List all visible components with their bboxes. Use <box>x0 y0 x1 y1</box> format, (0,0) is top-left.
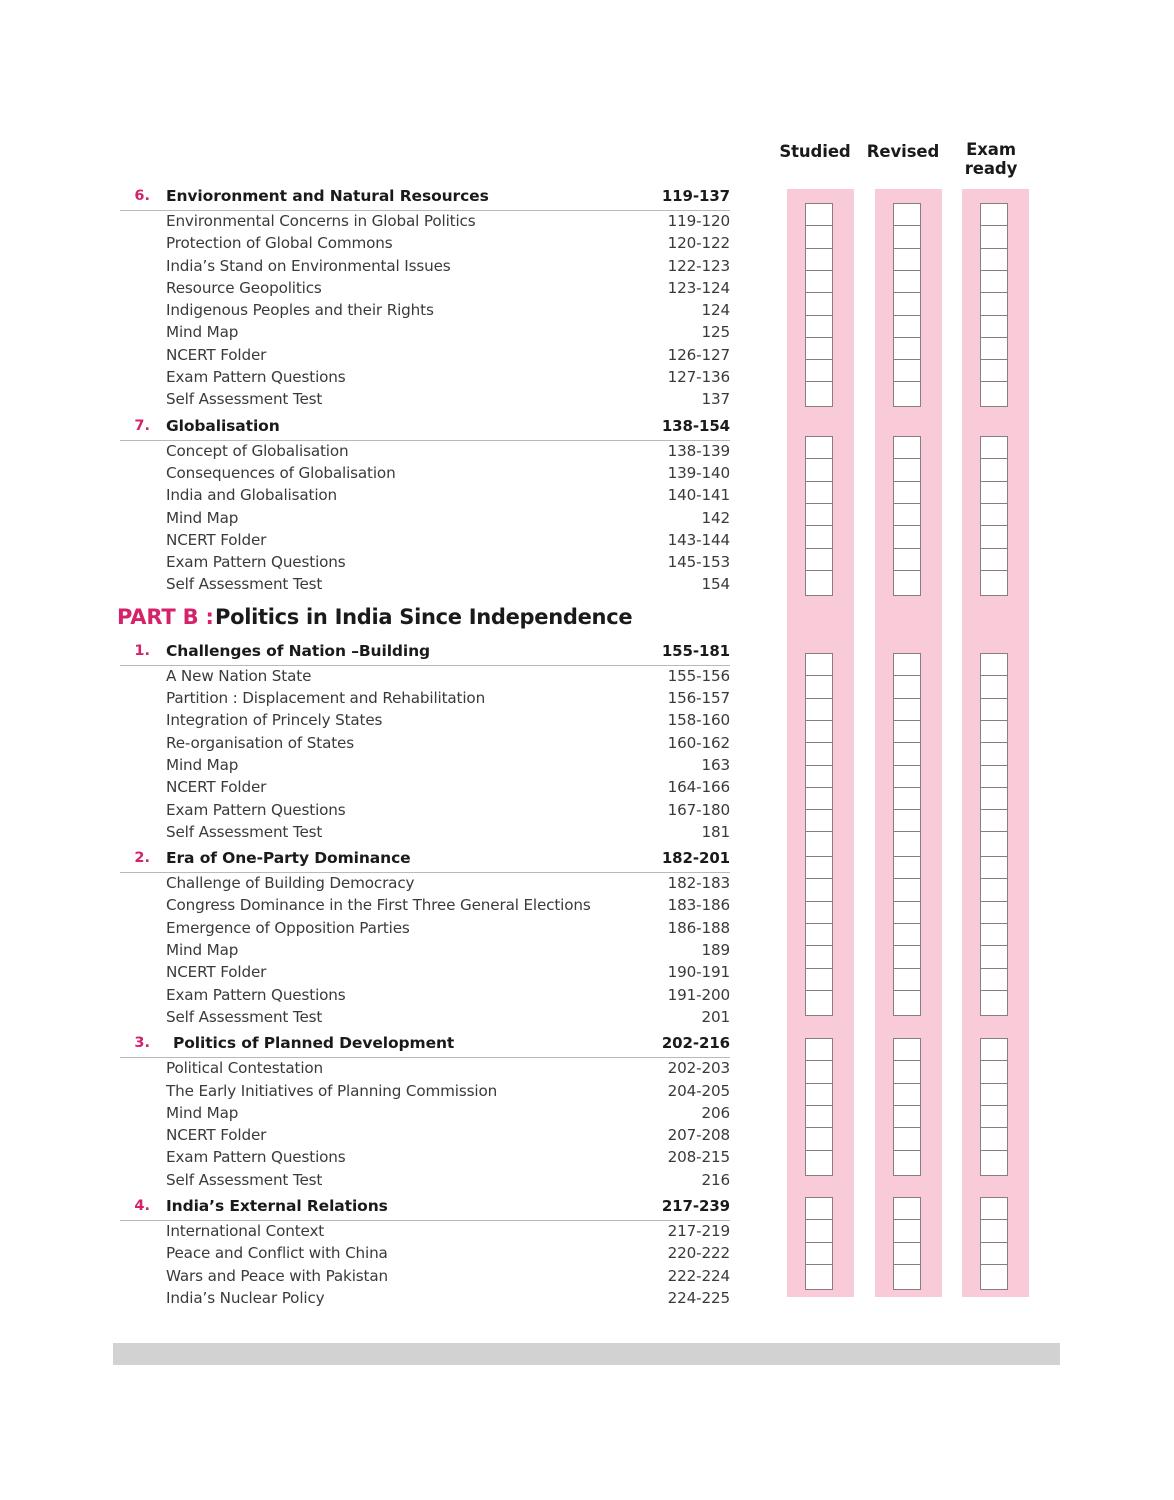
toc-row[interactable] <box>120 531 730 553</box>
tracker-column-exam-ready <box>962 189 1029 1297</box>
toc-row-title: Mind Map <box>166 755 239 774</box>
toc-row-pages: 119-120 <box>667 212 730 230</box>
tracker-column-headers <box>770 140 1060 189</box>
checkbox-revised[interactable] <box>893 831 921 857</box>
toc-row-title: Self Assessment Test <box>166 1170 323 1189</box>
toc-row[interactable] <box>120 734 730 756</box>
toc-row-title: Self Assessment Test <box>166 822 323 841</box>
toc-row-pages: 190-191 <box>667 963 730 982</box>
toc-row[interactable] <box>120 323 730 345</box>
checkbox-studied[interactable] <box>805 831 833 857</box>
checkbox-revised[interactable] <box>893 381 921 407</box>
toc-row-pages: 204-205 <box>667 1081 730 1100</box>
toc-row[interactable] <box>120 919 730 941</box>
toc-row-title: NCERT Folder <box>166 963 267 982</box>
chapter-heading[interactable] <box>120 1196 730 1221</box>
toc-row-title: Emergence of Opposition Parties <box>166 918 410 937</box>
toc-row[interactable] <box>120 1222 730 1244</box>
toc-row-title: Mind Map <box>166 323 239 342</box>
toc-row-pages: 222-224 <box>667 1266 730 1285</box>
chapter-heading[interactable] <box>120 641 730 666</box>
toc-row-pages: 154 <box>701 575 730 594</box>
toc-row[interactable] <box>120 390 730 412</box>
toc-row[interactable] <box>120 1082 730 1104</box>
column-header-studied: Studied <box>779 142 851 161</box>
toc-row-title: India’s Nuclear Policy <box>166 1288 325 1307</box>
toc-row[interactable] <box>120 963 730 985</box>
chapter-number: 6. <box>134 188 150 204</box>
toc-row[interactable] <box>120 1289 730 1311</box>
toc-row-title: Congress Dominance in the First Three General Elections <box>166 896 591 915</box>
chapter-heading[interactable] <box>120 1033 730 1058</box>
toc-row-title: The Early Initiatives of Planning Commission <box>166 1081 498 1100</box>
toc-row-title: Self Assessment Test <box>166 575 323 594</box>
toc-row-pages: 220-222 <box>667 1244 730 1263</box>
toc-row-pages: 206 <box>701 1103 730 1122</box>
column-header-revised: Revised <box>866 142 940 161</box>
toc-row-pages: 183-186 <box>667 896 730 915</box>
toc-row-title: Mind Map <box>166 941 239 960</box>
toc-row[interactable] <box>120 486 730 508</box>
part-heading <box>117 604 730 639</box>
toc-row[interactable] <box>120 711 730 733</box>
toc-row-pages: 145-153 <box>667 553 730 572</box>
checkbox-revised[interactable] <box>893 570 921 596</box>
checkbox-revised[interactable] <box>893 990 921 1016</box>
checkbox-exam-ready[interactable] <box>980 990 1008 1016</box>
toc-row[interactable] <box>120 896 730 918</box>
toc-row-pages: 156-157 <box>667 689 730 708</box>
toc-row-title: Re-organisation of States <box>166 733 355 752</box>
toc-row-pages: 124 <box>701 301 730 320</box>
toc-row-title: Mind Map <box>166 1103 239 1122</box>
toc-row-pages: 137 <box>701 390 730 409</box>
toc-row[interactable] <box>120 941 730 963</box>
chapter-number: 7. <box>134 417 150 434</box>
toc-row-pages: 140-141 <box>667 486 730 505</box>
checkbox-exam-ready[interactable] <box>980 1264 1008 1290</box>
toc-row-title: Concept of Globalisation <box>166 441 349 460</box>
toc-row[interactable] <box>120 1059 730 1081</box>
chapter-number: 2. <box>134 850 150 867</box>
toc-row-pages: 122-123 <box>667 256 730 275</box>
toc-row-title: Exam Pattern Questions <box>166 1148 346 1167</box>
chapter-title: Envioronment and Natural Resources <box>166 187 489 205</box>
toc-row[interactable] <box>120 575 730 597</box>
toc-row-title: Self Assessment Test <box>166 390 323 409</box>
checkbox-studied[interactable] <box>805 990 833 1016</box>
toc-row[interactable] <box>120 1008 730 1030</box>
toc-row[interactable] <box>120 442 730 464</box>
toc-row-pages: 160-162 <box>667 733 730 752</box>
toc-row-title: NCERT Folder <box>166 778 267 797</box>
toc-row-title: Exam Pattern Questions <box>166 553 346 572</box>
toc-row[interactable] <box>120 1171 730 1193</box>
toc-row-title: Wars and Peace with Pakistan <box>166 1266 388 1285</box>
chapter-heading[interactable] <box>120 186 730 211</box>
checkbox-revised[interactable] <box>893 1150 921 1176</box>
toc-row-pages: 125 <box>701 323 730 342</box>
toc-row[interactable] <box>120 1267 730 1289</box>
checkbox-studied[interactable] <box>805 381 833 407</box>
toc-row-pages: 207-208 <box>667 1126 730 1145</box>
checkbox-exam-ready[interactable] <box>980 831 1008 857</box>
toc-row[interactable] <box>120 301 730 323</box>
toc-row[interactable] <box>120 464 730 486</box>
toc-row-pages: 120-122 <box>667 234 730 253</box>
toc-row-title: NCERT Folder <box>166 345 267 364</box>
chapter-title: India’s External Relations <box>166 1196 388 1215</box>
column-header-exam-ready: Exam ready <box>964 140 1018 178</box>
toc-row-title: Resource Geopolitics <box>166 278 322 297</box>
toc-row-pages: 139-140 <box>667 463 730 482</box>
toc-row[interactable] <box>120 257 730 279</box>
toc-row[interactable] <box>120 756 730 778</box>
toc-row-pages: 181 <box>701 822 730 841</box>
toc-row-pages: 216 <box>701 1170 730 1189</box>
toc-row-title: Integration of Princely States <box>166 711 383 730</box>
toc-row-title: Mind Map <box>166 508 239 527</box>
chapter-page-range: 119-137 <box>661 187 730 205</box>
checkbox-exam-ready[interactable] <box>980 1150 1008 1176</box>
chapter-number: 1. <box>134 642 150 659</box>
chapter-heading[interactable] <box>120 416 730 441</box>
footer-bar <box>113 1343 1060 1365</box>
toc-row-title: Exam Pattern Questions <box>166 985 346 1004</box>
toc-row-pages: 158-160 <box>667 711 730 730</box>
toc-row[interactable] <box>120 1244 730 1266</box>
toc-row[interactable] <box>120 1148 730 1170</box>
table-of-contents <box>117 186 730 1311</box>
toc-row[interactable] <box>120 212 730 234</box>
toc-row-title: NCERT Folder <box>166 530 267 549</box>
toc-row[interactable] <box>120 509 730 531</box>
toc-row-pages: 138-139 <box>667 441 730 460</box>
toc-row[interactable] <box>120 823 730 845</box>
toc-row-pages: 163 <box>701 755 730 774</box>
toc-row[interactable] <box>120 874 730 896</box>
toc-row[interactable] <box>120 667 730 689</box>
toc-row-pages: 217-219 <box>667 1221 730 1240</box>
toc-row-title: Partition : Displacement and Rehabilitation <box>166 689 486 708</box>
toc-row-title: Protection of Global Commons <box>166 234 393 253</box>
toc-row-title: Exam Pattern Questions <box>166 368 346 387</box>
toc-row-pages: 191-200 <box>667 985 730 1004</box>
checkbox-studied[interactable] <box>805 1150 833 1176</box>
toc-row-title: Environmental Concerns in Global Politics <box>166 212 476 230</box>
toc-row-pages: 167-180 <box>667 800 730 819</box>
toc-row-title: International Context <box>166 1221 325 1240</box>
toc-row-pages: 224-225 <box>667 1288 730 1307</box>
toc-row[interactable] <box>120 553 730 575</box>
toc-row[interactable] <box>120 986 730 1008</box>
toc-row-title: Peace and Conflict with China <box>166 1244 388 1263</box>
toc-row-pages: 164-166 <box>667 778 730 797</box>
chapter-page-range: 138-154 <box>661 416 730 435</box>
toc-row[interactable] <box>120 778 730 800</box>
toc-row-title: Indigenous Peoples and their Rights <box>166 301 434 320</box>
toc-row[interactable] <box>120 234 730 256</box>
toc-row-title: Self Assessment Test <box>166 1007 323 1026</box>
chapter-heading[interactable] <box>120 848 730 873</box>
toc-row-pages: 143-144 <box>667 530 730 549</box>
toc-row[interactable] <box>120 1104 730 1126</box>
toc-row-pages: 127-136 <box>667 368 730 387</box>
toc-row-pages: 126-127 <box>667 345 730 364</box>
chapter-number: 3. <box>134 1035 150 1052</box>
tracker-column-studied <box>787 189 854 1297</box>
toc-row-pages: 182-183 <box>667 874 730 893</box>
toc-row-pages: 201 <box>701 1007 730 1026</box>
toc-row[interactable] <box>120 368 730 390</box>
chapter-title: Challenges of Nation –Building <box>166 641 431 660</box>
toc-row-title: Exam Pattern Questions <box>166 800 346 819</box>
chapter-number: 4. <box>134 1197 150 1214</box>
toc-row[interactable] <box>120 801 730 823</box>
tracker-column-revised <box>875 189 942 1297</box>
toc-row[interactable] <box>120 1126 730 1148</box>
toc-row-title: Consequences of Globalisation <box>166 463 396 482</box>
toc-row[interactable] <box>120 279 730 301</box>
chapter-page-range: 155-181 <box>661 641 730 660</box>
part-title: Politics in India Since Independence <box>215 604 633 629</box>
toc-row-pages: 189 <box>701 941 730 960</box>
toc-row-title: NCERT Folder <box>166 1126 267 1145</box>
checkbox-exam-ready[interactable] <box>980 381 1008 407</box>
toc-row-title: A New Nation State <box>166 666 312 685</box>
toc-row[interactable] <box>120 346 730 368</box>
chapter-page-range: 202-216 <box>661 1034 730 1053</box>
checkbox-studied[interactable] <box>805 1264 833 1290</box>
toc-row-pages: 186-188 <box>667 918 730 937</box>
toc-row-pages: 155-156 <box>667 666 730 685</box>
chapter-page-range: 217-239 <box>661 1196 730 1215</box>
toc-row-pages: 208-215 <box>667 1148 730 1167</box>
toc-row-title: India and Globalisation <box>166 486 338 505</box>
part-label: PART B : <box>117 604 214 629</box>
toc-row[interactable] <box>120 689 730 711</box>
chapter-title: Globalisation <box>166 416 280 435</box>
toc-row-title: Political Contestation <box>166 1059 324 1078</box>
checkbox-exam-ready[interactable] <box>980 570 1008 596</box>
checkbox-revised[interactable] <box>893 1264 921 1290</box>
toc-row-title: India’s Stand on Environmental Issues <box>166 256 451 275</box>
chapter-title: Politics of Planned Development <box>173 1034 455 1053</box>
toc-row-pages: 202-203 <box>667 1059 730 1078</box>
checkbox-studied[interactable] <box>805 570 833 596</box>
chapter-page-range: 182-201 <box>661 849 730 868</box>
toc-row-pages: 123-124 <box>667 278 730 297</box>
toc-row-pages: 142 <box>701 508 730 527</box>
toc-row-title: Challenge of Building Democracy <box>166 874 415 893</box>
chapter-title: Era of One-Party Dominance <box>166 849 411 868</box>
